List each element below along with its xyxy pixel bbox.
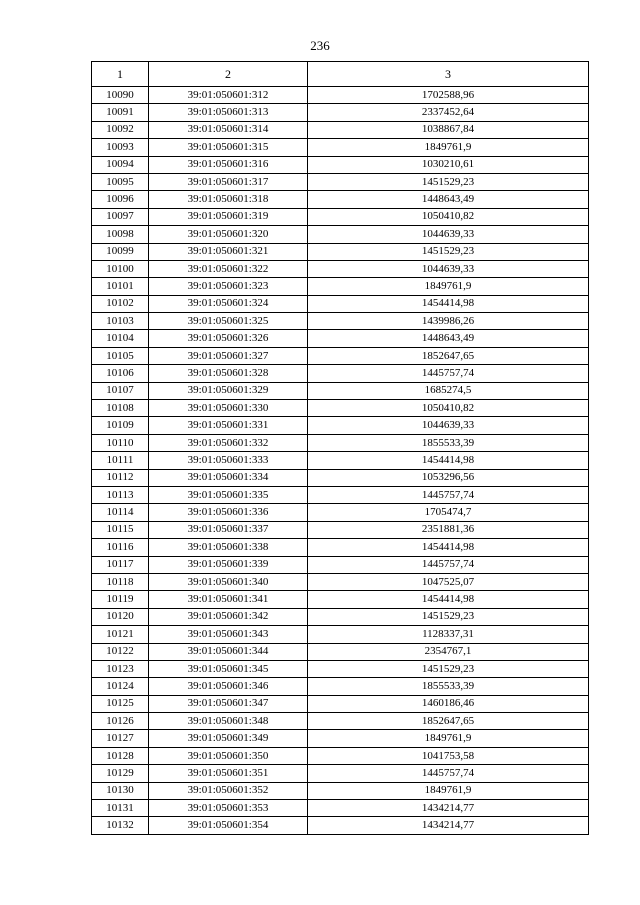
table-row [92, 121, 589, 138]
row-number-cell: 10114 [92, 504, 149, 521]
cadastral-number-cell: 39:01:050601:332 [149, 434, 308, 451]
cadastral-number-cell: 39:01:050601:350 [149, 747, 308, 764]
value-cell: 1855533,39 [308, 678, 589, 695]
row-number-cell: 10091 [92, 104, 149, 121]
row-number-cell: 10099 [92, 243, 149, 260]
value-cell: 1705474,7 [308, 504, 589, 521]
value-cell: 1702588,96 [308, 87, 589, 104]
table-row [92, 87, 589, 104]
value-cell: 1434214,77 [308, 817, 589, 834]
table-row [92, 139, 589, 156]
cadastral-number-cell: 39:01:050601:344 [149, 643, 308, 660]
cadastral-number-cell: 39:01:050601:336 [149, 504, 308, 521]
row-number-cell: 10115 [92, 521, 149, 538]
cadastral-number-cell: 39:01:050601:348 [149, 713, 308, 730]
table-row [92, 730, 589, 747]
table-row [92, 452, 589, 469]
cadastral-number-cell: 39:01:050601:341 [149, 591, 308, 608]
cadastral-number-cell: 39:01:050601:321 [149, 243, 308, 260]
cadastral-number-cell: 39:01:050601:354 [149, 817, 308, 834]
column-header-2: 2 [149, 62, 308, 87]
value-cell: 1460186,46 [308, 695, 589, 712]
row-number-cell: 10131 [92, 800, 149, 817]
table-row [92, 695, 589, 712]
value-cell: 1849761,9 [308, 782, 589, 799]
value-cell: 1685274,5 [308, 382, 589, 399]
cadastral-number-cell: 39:01:050601:327 [149, 347, 308, 364]
table-row [92, 539, 589, 556]
value-cell: 1852647,65 [308, 347, 589, 364]
value-cell: 1454414,98 [308, 452, 589, 469]
value-cell: 1445757,74 [308, 365, 589, 382]
cadastral-number-cell: 39:01:050601:323 [149, 278, 308, 295]
cadastral-number-cell: 39:01:050601:349 [149, 730, 308, 747]
row-number-cell: 10128 [92, 747, 149, 764]
cadastral-number-cell: 39:01:050601:334 [149, 469, 308, 486]
table-row [92, 573, 589, 590]
value-cell: 1044639,33 [308, 260, 589, 277]
cadastral-number-cell: 39:01:050601:338 [149, 539, 308, 556]
value-cell: 1439986,26 [308, 313, 589, 330]
table-row [92, 243, 589, 260]
value-cell: 1454414,98 [308, 591, 589, 608]
cadastral-number-cell: 39:01:050601:333 [149, 452, 308, 469]
value-cell: 1445757,74 [308, 556, 589, 573]
table-row [92, 365, 589, 382]
table-row [92, 313, 589, 330]
table-row [92, 469, 589, 486]
row-number-cell: 10104 [92, 330, 149, 347]
value-cell: 1047525,07 [308, 573, 589, 590]
table-row [92, 521, 589, 538]
row-number-cell: 10111 [92, 452, 149, 469]
cadastral-number-cell: 39:01:050601:351 [149, 765, 308, 782]
table-row [92, 608, 589, 625]
table-row [92, 295, 589, 312]
row-number-cell: 10123 [92, 660, 149, 677]
value-cell: 1855533,39 [308, 434, 589, 451]
row-number-cell: 10101 [92, 278, 149, 295]
row-number-cell: 10109 [92, 417, 149, 434]
row-number-cell: 10106 [92, 365, 149, 382]
value-cell: 1053296,56 [308, 469, 589, 486]
table-row [92, 782, 589, 799]
row-number-cell: 10127 [92, 730, 149, 747]
table-row [92, 278, 589, 295]
value-cell: 2351881,36 [308, 521, 589, 538]
table-row [92, 382, 589, 399]
cadastral-number-cell: 39:01:050601:319 [149, 208, 308, 225]
value-cell: 1451529,23 [308, 660, 589, 677]
row-number-cell: 10113 [92, 486, 149, 503]
cadastral-number-cell: 39:01:050601:329 [149, 382, 308, 399]
table-row [92, 156, 589, 173]
table-row [92, 765, 589, 782]
value-cell: 1852647,65 [308, 713, 589, 730]
value-cell: 1448643,49 [308, 191, 589, 208]
value-cell: 1044639,33 [308, 226, 589, 243]
table-row [92, 104, 589, 121]
value-cell: 1445757,74 [308, 765, 589, 782]
value-cell: 1451529,23 [308, 173, 589, 190]
cadastral-number-cell: 39:01:050601:353 [149, 800, 308, 817]
table-row [92, 434, 589, 451]
cadastral-number-cell: 39:01:050601:313 [149, 104, 308, 121]
value-cell: 1044639,33 [308, 417, 589, 434]
table-row [92, 713, 589, 730]
row-number-cell: 10124 [92, 678, 149, 695]
row-number-cell: 10130 [92, 782, 149, 799]
row-number-cell: 10100 [92, 260, 149, 277]
table-row [92, 660, 589, 677]
cadastral-number-cell: 39:01:050601:331 [149, 417, 308, 434]
value-cell: 1451529,23 [308, 608, 589, 625]
value-cell: 1445757,74 [308, 486, 589, 503]
table-row [92, 260, 589, 277]
table-row [92, 191, 589, 208]
value-cell: 1849761,9 [308, 730, 589, 747]
row-number-cell: 10098 [92, 226, 149, 243]
table-row [92, 417, 589, 434]
row-number-cell: 10125 [92, 695, 149, 712]
row-number-cell: 10105 [92, 347, 149, 364]
table-row [92, 504, 589, 521]
table-body [92, 87, 589, 835]
cadastral-number-cell: 39:01:050601:312 [149, 87, 308, 104]
table-row [92, 643, 589, 660]
cadastral-number-cell: 39:01:050601:347 [149, 695, 308, 712]
table-row [92, 400, 589, 417]
table-row [92, 817, 589, 834]
table-row [92, 173, 589, 190]
cadastral-number-cell: 39:01:050601:346 [149, 678, 308, 695]
row-number-cell: 10117 [92, 556, 149, 573]
cadastral-number-cell: 39:01:050601:342 [149, 608, 308, 625]
cadastral-number-cell: 39:01:050601:320 [149, 226, 308, 243]
row-number-cell: 10121 [92, 626, 149, 643]
value-cell: 1038867,84 [308, 121, 589, 138]
row-number-cell: 10119 [92, 591, 149, 608]
cadastral-number-cell: 39:01:050601:352 [149, 782, 308, 799]
cadastral-number-cell: 39:01:050601:314 [149, 121, 308, 138]
row-number-cell: 10110 [92, 434, 149, 451]
row-number-cell: 10112 [92, 469, 149, 486]
table-row [92, 747, 589, 764]
cadastral-number-cell: 39:01:050601:337 [149, 521, 308, 538]
value-cell: 1849761,9 [308, 278, 589, 295]
row-number-cell: 10097 [92, 208, 149, 225]
row-number-cell: 10126 [92, 713, 149, 730]
cadastral-number-cell: 39:01:050601:345 [149, 660, 308, 677]
value-cell: 1849761,9 [308, 139, 589, 156]
row-number-cell: 10107 [92, 382, 149, 399]
row-number-cell: 10122 [92, 643, 149, 660]
table-row [92, 208, 589, 225]
value-cell: 1454414,98 [308, 295, 589, 312]
value-cell: 1030210,61 [308, 156, 589, 173]
table-row [92, 800, 589, 817]
row-number-cell: 10090 [92, 87, 149, 104]
column-header-1: 1 [92, 62, 149, 87]
row-number-cell: 10120 [92, 608, 149, 625]
cadastral-number-cell: 39:01:050601:318 [149, 191, 308, 208]
value-cell: 1454414,98 [308, 539, 589, 556]
value-cell: 1041753,58 [308, 747, 589, 764]
cadastral-number-cell: 39:01:050601:322 [149, 260, 308, 277]
row-number-cell: 10118 [92, 573, 149, 590]
row-number-cell: 10094 [92, 156, 149, 173]
cadastral-number-cell: 39:01:050601:315 [149, 139, 308, 156]
row-number-cell: 10095 [92, 173, 149, 190]
table-row [92, 486, 589, 503]
row-number-cell: 10092 [92, 121, 149, 138]
table-row [92, 678, 589, 695]
cadastral-number-cell: 39:01:050601:340 [149, 573, 308, 590]
row-number-cell: 10108 [92, 400, 149, 417]
table-row [92, 226, 589, 243]
cadastral-number-cell: 39:01:050601:317 [149, 173, 308, 190]
value-cell: 1050410,82 [308, 400, 589, 417]
cadastral-number-cell: 39:01:050601:325 [149, 313, 308, 330]
page-number: 236 [310, 38, 330, 53]
row-number-cell: 10103 [92, 313, 149, 330]
cadastral-number-cell: 39:01:050601:335 [149, 486, 308, 503]
cadastral-number-cell: 39:01:050601:316 [149, 156, 308, 173]
cadastral-table [91, 61, 589, 835]
cadastral-number-cell: 39:01:050601:330 [149, 400, 308, 417]
table-header-row [92, 62, 589, 87]
cadastral-number-cell: 39:01:050601:328 [149, 365, 308, 382]
table-row [92, 330, 589, 347]
table-row [92, 591, 589, 608]
table-row [92, 347, 589, 364]
value-cell: 1451529,23 [308, 243, 589, 260]
row-number-cell: 10102 [92, 295, 149, 312]
value-cell: 2337452,64 [308, 104, 589, 121]
cadastral-number-cell: 39:01:050601:324 [149, 295, 308, 312]
value-cell: 1128337,31 [308, 626, 589, 643]
value-cell: 1434214,77 [308, 800, 589, 817]
row-number-cell: 10129 [92, 765, 149, 782]
table-row [92, 626, 589, 643]
row-number-cell: 10096 [92, 191, 149, 208]
table-row [92, 556, 589, 573]
cadastral-number-cell: 39:01:050601:339 [149, 556, 308, 573]
column-header-3: 3 [308, 62, 589, 87]
cadastral-number-cell: 39:01:050601:326 [149, 330, 308, 347]
row-number-cell: 10116 [92, 539, 149, 556]
row-number-cell: 10132 [92, 817, 149, 834]
cadastral-number-cell: 39:01:050601:343 [149, 626, 308, 643]
value-cell: 2354767,1 [308, 643, 589, 660]
row-number-cell: 10093 [92, 139, 149, 156]
value-cell: 1050410,82 [308, 208, 589, 225]
value-cell: 1448643,49 [308, 330, 589, 347]
